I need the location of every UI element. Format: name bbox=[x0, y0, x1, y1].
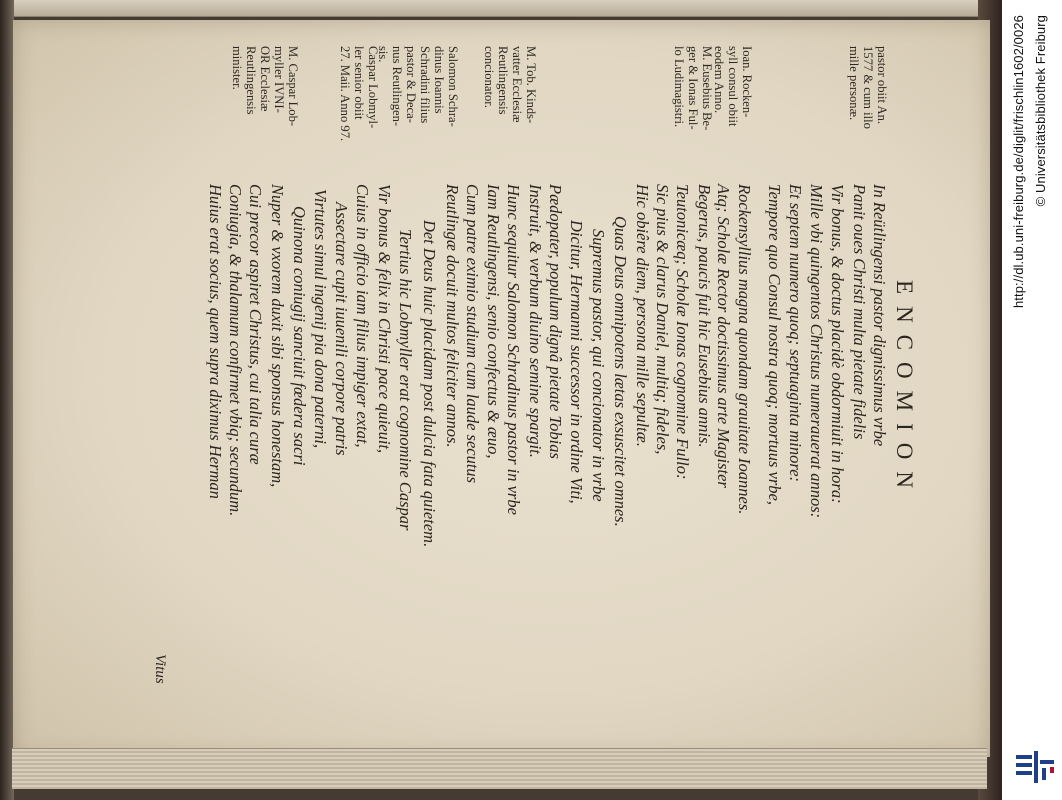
marginal-note bbox=[376, 46, 460, 127]
scanned-page bbox=[13, 20, 990, 757]
marginal-note-line: sis. bbox=[376, 46, 390, 63]
poem-line: Teutonicæq; Scholæ Ionas cognomine Fullo: bbox=[673, 184, 692, 480]
poem-line: Vir bonus, & doctus placidè obdormiuit in hora: bbox=[828, 184, 847, 504]
catchword: Vitus bbox=[152, 654, 168, 684]
poem-line: Huius erat socius, quem supra diximus Herman bbox=[206, 184, 225, 499]
poem-line: Atq; Scholæ Rector doctissimus arte Magister bbox=[714, 184, 733, 488]
marginal-note-line: OR Ecclesiæ bbox=[258, 46, 272, 112]
poem-line: Reutlingæ docuit multos feliciter annos. bbox=[443, 184, 462, 448]
poem-line: Hunc sequitur Salomon Schradinus pastor in vrbe bbox=[504, 184, 523, 515]
poem-line: Panit oues Christi multa pietate fidelis bbox=[850, 184, 869, 440]
marginal-note-line: concionator. bbox=[482, 46, 496, 108]
marginal-note-line: 1577 & cum illo bbox=[861, 46, 875, 129]
page-edges bbox=[12, 748, 987, 789]
marginal-note-line: pastor obiit An. bbox=[875, 46, 889, 125]
source-url[interactable]: http://dl.ub.uni-freiburg.de/diglit/frischlin1602/0026 bbox=[1011, 15, 1026, 309]
book-spine bbox=[0, 0, 14, 800]
poem-line: Quas Deus omnipotens lætas exsuscitet omnes. bbox=[611, 216, 630, 527]
poem-line: Rockensyllius magna quondam grauitate Ioannes. bbox=[735, 184, 754, 515]
marginal-note-line: vatter Ecclesiæ bbox=[510, 46, 524, 123]
marginal-note bbox=[672, 46, 714, 130]
marginal-note-line: M. Tob. Kinds- bbox=[524, 46, 538, 124]
info-text-container bbox=[1002, 0, 1062, 800]
poem-line: Virtutes simul ingenij pia dona paterni, bbox=[311, 189, 330, 449]
marginal-note-line: pastor & Deca- bbox=[404, 46, 418, 123]
marginal-note bbox=[847, 46, 889, 129]
poem-line: Quinona coniugij sanciuit fœdera sacri bbox=[290, 206, 309, 466]
marginal-note bbox=[482, 46, 538, 123]
poem-line: Begerus, paucis fuit hic Eusebius annis. bbox=[695, 184, 714, 448]
poem-line: Cui precor aspiret Christus, cui talia curæ bbox=[246, 184, 265, 465]
marginal-note-line: Reutlingensis bbox=[496, 46, 510, 115]
poem-line: Instruit, & verbum diuino semine spargit. bbox=[526, 184, 545, 458]
poem-line: Supremus pastor, qui concionator in vrbe bbox=[589, 229, 608, 502]
poem-line: Mille vbi quingentos Christus numerauerat annos: bbox=[807, 184, 826, 519]
poem-line: Cum patre eximio studium cum laude secutus bbox=[463, 184, 482, 484]
marginal-note-line: 27. Maii. Anno 97. bbox=[338, 46, 352, 142]
poem-line: In Reütlingensi pastor dignissimus vrbe bbox=[870, 184, 889, 447]
poem-line: Tertius hic Lobmyller erat cognomine Caspar bbox=[396, 229, 415, 531]
marginal-note-line: Ioan. Rocken- bbox=[740, 46, 754, 118]
marginal-note-line: dinus Ioannis bbox=[432, 46, 446, 114]
marginal-note-line: mille personæ. bbox=[847, 46, 861, 121]
poem-line: Nuper & vxorem duxit sibi sponsus honestam, bbox=[268, 184, 287, 488]
marginal-note-line: Caspar Lobmyl- bbox=[366, 46, 380, 129]
marginal-note bbox=[338, 46, 380, 141]
marginal-note-line: ler senior obiit bbox=[352, 46, 366, 120]
previous-page-edge bbox=[12, 0, 987, 17]
poem-line: Pædopater, populum dignâ pietate Tobias bbox=[546, 184, 565, 459]
copyright-text: © Universitätsbibliothek Freiburg bbox=[1033, 15, 1048, 207]
marginal-note-line: minister. bbox=[230, 46, 244, 90]
info-strip bbox=[1002, 0, 1062, 800]
rotated-page-content bbox=[13, 20, 990, 757]
poem-line: Et septem numero quoq; septuaginta minore: bbox=[786, 184, 805, 483]
poem-line: Assectare cupit iuuenili corpore patris bbox=[332, 202, 351, 456]
university-library-logo-icon bbox=[1016, 749, 1054, 785]
marginal-note-line: Reutlingensis bbox=[244, 46, 258, 115]
poem-line: Cuius in officio iam filius impiger extat, bbox=[353, 184, 372, 448]
marginal-note bbox=[712, 46, 754, 126]
marginal-note-line: M. Caspar Lob- bbox=[286, 46, 300, 127]
marginal-note-line: ger & Ionas Ful- bbox=[686, 46, 700, 130]
marginal-note-line: syll consul obiit bbox=[726, 46, 740, 127]
poem-line: Coniugia, & thalamum confirmet vbiq; secundum. bbox=[226, 184, 245, 517]
poem-line: Det Deus huic placidam post dulcia fata quietem. bbox=[420, 220, 439, 548]
poem-line: Dicitur, Hermanni successor in ordine Viti, bbox=[567, 220, 586, 504]
marginal-note-line: Schradini filius bbox=[418, 46, 432, 124]
marginal-note-line: lo Ludimagistri. bbox=[672, 46, 686, 128]
poem-line: Iam Reutlingensi, senio confectus & æuo, bbox=[484, 184, 503, 459]
marginal-note-line: Salomon Schra- bbox=[446, 46, 460, 127]
poem-line: Tempore quo Consul nostra quoq; mortuus vrbe, bbox=[765, 184, 784, 506]
marginal-note-line: myller IVNI- bbox=[272, 46, 286, 113]
poem-line: Sic pius & clarus Daniel, multiq; fideles, bbox=[653, 184, 672, 455]
marginal-note-line: M. Eusebius Be- bbox=[700, 46, 714, 131]
marginal-note-line: nus Reutlingen- bbox=[390, 46, 404, 127]
marginal-note-line: eodem Anno. bbox=[712, 46, 726, 114]
marginal-note bbox=[230, 46, 300, 126]
poem-line: Vir bonus & felix in Christi pace quieuit, bbox=[375, 184, 394, 454]
poem-line: Hic obiêre diem, persona mille sepultæ. bbox=[633, 184, 652, 447]
page-header: ENCOMION bbox=[892, 280, 917, 500]
